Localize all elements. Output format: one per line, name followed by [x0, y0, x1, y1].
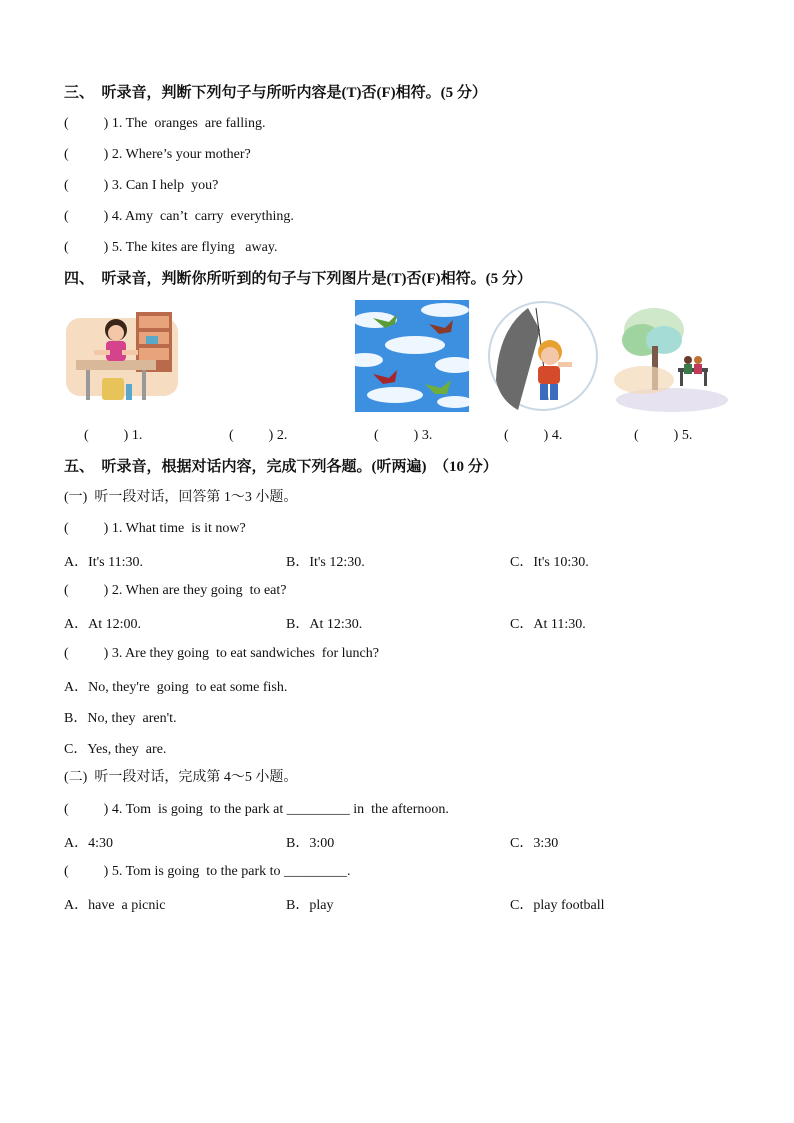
climbing-boy-image — [488, 300, 598, 412]
s4-answer-5: ( ) 5. — [634, 428, 693, 443]
girl-cleaning-image — [66, 308, 178, 404]
s4-answer-3: ( ) 3. — [374, 428, 433, 443]
s5-q4-option-b: B．3:00 — [286, 836, 335, 851]
s5-q3: ( ) 3. Are they going to eat sandwiches for lunch? — [64, 646, 379, 661]
s5-part2-title: (二) 听一段对话，完成第 4～5 小题。 — [64, 770, 298, 785]
s5-q2: ( ) 2. When are they going to eat? — [64, 583, 287, 598]
s5-q3-option-c: C．Yes, they are. — [64, 742, 167, 757]
s3-item-1: ( ) 1. The oranges are falling. — [64, 116, 266, 131]
s5-q4-option-c: C．3:30 — [510, 836, 559, 851]
s5-q1-option-b: B．It's 12:30. — [286, 555, 365, 570]
s4-answer-2: ( ) 2. — [229, 428, 288, 443]
s5-q4: ( ) 4. Tom is going to the park at _________ in the afternoon. — [64, 802, 449, 817]
s4-answer-1: ( ) 1. — [84, 428, 143, 443]
s5-q2-option-b: B．At 12:30. — [286, 617, 363, 632]
s3-item-3: ( ) 3. Can I help you? — [64, 178, 219, 193]
s5-q3-option-b: B．No, they aren't. — [64, 711, 177, 726]
section5-heading: 五、 听录音，根据对话内容，完成下列各题。(听两遍) （10 分） — [64, 459, 498, 475]
s5-q1-option-a: A．It's 11:30. — [64, 555, 144, 570]
section3-heading: 三、 听录音，判断下列句子与所听内容是(T)否(F)相符。(5 分） — [64, 85, 487, 101]
s5-q3-option-a: A．No, they're going to eat some fish. — [64, 680, 288, 695]
s3-item-5: ( ) 5. The kites are flying away. — [64, 240, 278, 255]
s5-q5: ( ) 5. Tom is going to the park to _________. — [64, 864, 351, 879]
section4-heading: 四、 听录音，判断你所听到的句子与下列图片是(T)否(F)相符。(5 分） — [64, 271, 532, 287]
s5-q1: ( ) 1. What time is it now? — [64, 521, 246, 536]
couple-tree-image — [614, 300, 728, 412]
s5-part1-title: (一) 听一段对话，回答第 1～3 小题。 — [64, 490, 298, 505]
s5-q5-option-b: B．play — [286, 898, 334, 913]
s3-item-2: ( ) 2. Where’s your mother? — [64, 147, 251, 162]
s3-item-4: ( ) 4. Amy can’t carry everything. — [64, 209, 294, 224]
s5-q5-option-a: A．have a picnic — [64, 898, 166, 913]
s5-q2-option-a: A．At 12:00. — [64, 617, 141, 632]
s5-q1-option-c: C．It's 10:30. — [510, 555, 589, 570]
s5-q4-option-a: A．4:30 — [64, 836, 113, 851]
s5-q5-option-c: C．play football — [510, 898, 605, 913]
s5-q2-option-c: C．At 11:30. — [510, 617, 586, 632]
birds-sky-image — [355, 300, 469, 412]
s4-answer-4: ( ) 4. — [504, 428, 563, 443]
